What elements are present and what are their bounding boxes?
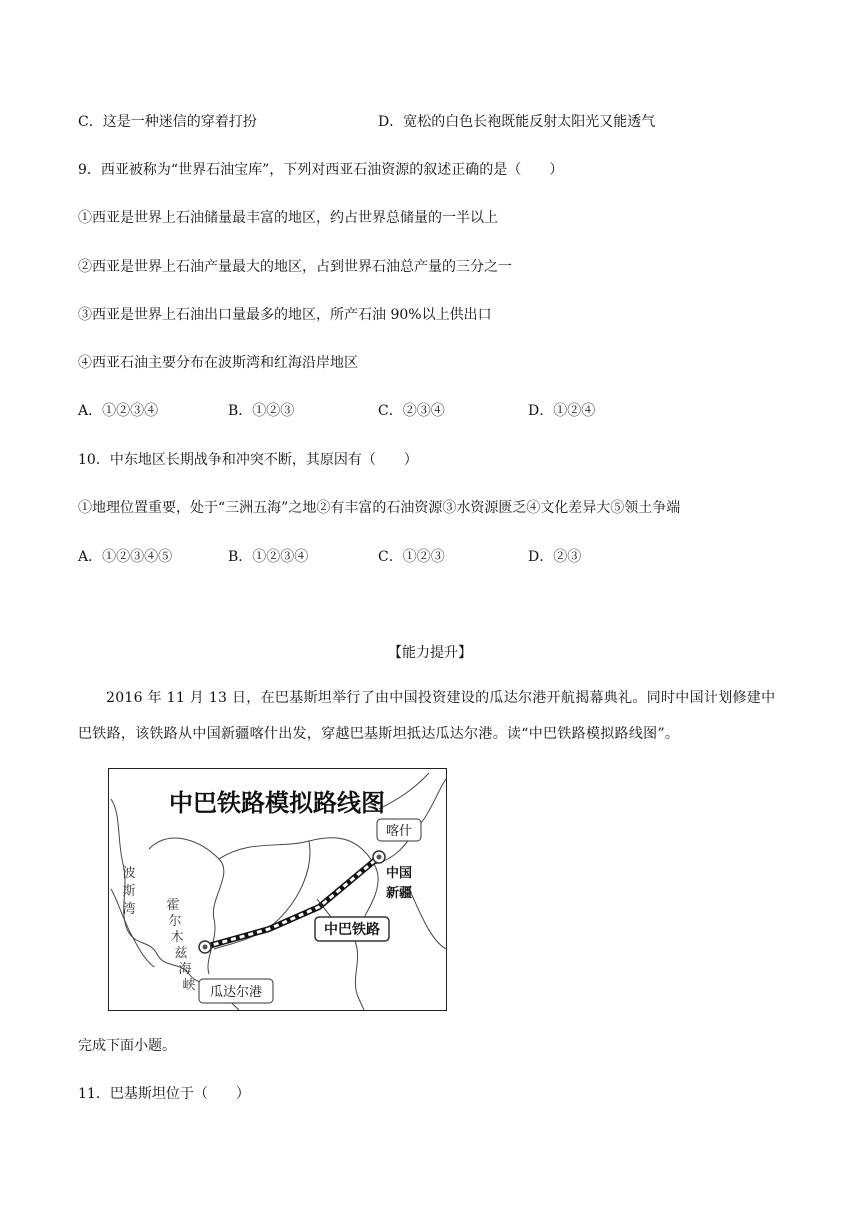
kashgar-label: 喀什 <box>385 824 413 839</box>
kashgar-marker-dot <box>377 855 382 860</box>
persian-gulf-label <box>122 865 135 917</box>
q9-option-a: A．①②③④ <box>78 403 159 419</box>
map-svg <box>109 769 446 1010</box>
q9-stem: 9．西亚被称为“世界石油宝库”，下列对西亚石油资源的叙述正确的是（ ） <box>78 162 564 178</box>
strait-char-1: 霍 <box>166 898 180 913</box>
strait-char-4: 兹 <box>174 946 188 961</box>
gwadar-label: 瓜达尔港 <box>209 985 263 1000</box>
gwadar-marker-dot <box>203 945 208 950</box>
q10-option-c: C．①②③ <box>378 549 445 565</box>
q9-item-2: ②西亚是世界上石油产量最大的地区，占到世界石油总产量的三分之一 <box>78 259 512 275</box>
xinjiang-label: 新疆 <box>385 886 413 901</box>
map-title: 中巴铁路模拟路线图 <box>169 789 385 817</box>
q8-option-c: C．这是一种迷信的穿着打扮 <box>78 114 257 130</box>
railway-route-map <box>108 768 447 1011</box>
instruction-text: 完成下面小题。 <box>78 1038 176 1054</box>
strait-char-6: 峡 <box>182 978 196 993</box>
gulf-char-1: 波 <box>122 866 136 881</box>
q9-item-3: ③西亚是世界上石油出口量最多的地区，所产石油 90%以上供出口 <box>78 307 492 323</box>
gulf-char-2: 斯 <box>122 884 136 899</box>
hormuz-strait-label <box>166 898 195 993</box>
q10-option-d: D．②③ <box>528 549 582 565</box>
q10-item-1: ①地理位置重要，处于“三洲五海”之地②有丰富的石油资源③水资源匮乏④文化差异大⑤领土争端 <box>78 500 681 516</box>
gulf-char-3: 湾 <box>122 902 136 917</box>
q9-item-1: ①西亚是世界上石油储量最丰富的地区，约占世界总储量的一半以上 <box>78 210 498 226</box>
strait-char-2: 尔 <box>168 914 182 929</box>
railway-label: 中巴铁路 <box>324 922 380 938</box>
q9-item-4: ④西亚石油主要分布在波斯湾和红海沿岸地区 <box>78 355 358 371</box>
q10-stem: 10．中东地区长期战争和冲突不断，其原因有（ ） <box>78 452 418 468</box>
passage-paragraph: 2016 年 11 月 13 日，在巴基斯坦举行了由中国投资建设的瓜达尔港开航揭幕典礼。同时中国计划修建中巴铁路，该铁路从中国新疆喀什出发，穿越巴基斯坦抵达瓜达尔港。读“中巴铁路模拟路线图”。 <box>78 690 776 742</box>
q11-stem: 11．巴基斯坦位于（ ） <box>78 1086 250 1102</box>
strait-char-5: 海 <box>178 962 192 977</box>
china-label: 中国 <box>385 866 413 881</box>
q9-option-d: D．①②④ <box>528 403 596 419</box>
q8-option-d: D．宽松的白色长袍既能反射太阳光又能透气 <box>378 114 656 130</box>
q9-option-b: B．①②③ <box>228 403 295 419</box>
q10-option-a: A．①②③④⑤ <box>78 549 173 565</box>
q9-option-c: C．②③④ <box>378 403 445 419</box>
section-title: 【能力提升】 <box>388 645 472 661</box>
q10-option-b: B．①②③④ <box>228 549 309 565</box>
strait-char-3: 木 <box>170 930 184 945</box>
